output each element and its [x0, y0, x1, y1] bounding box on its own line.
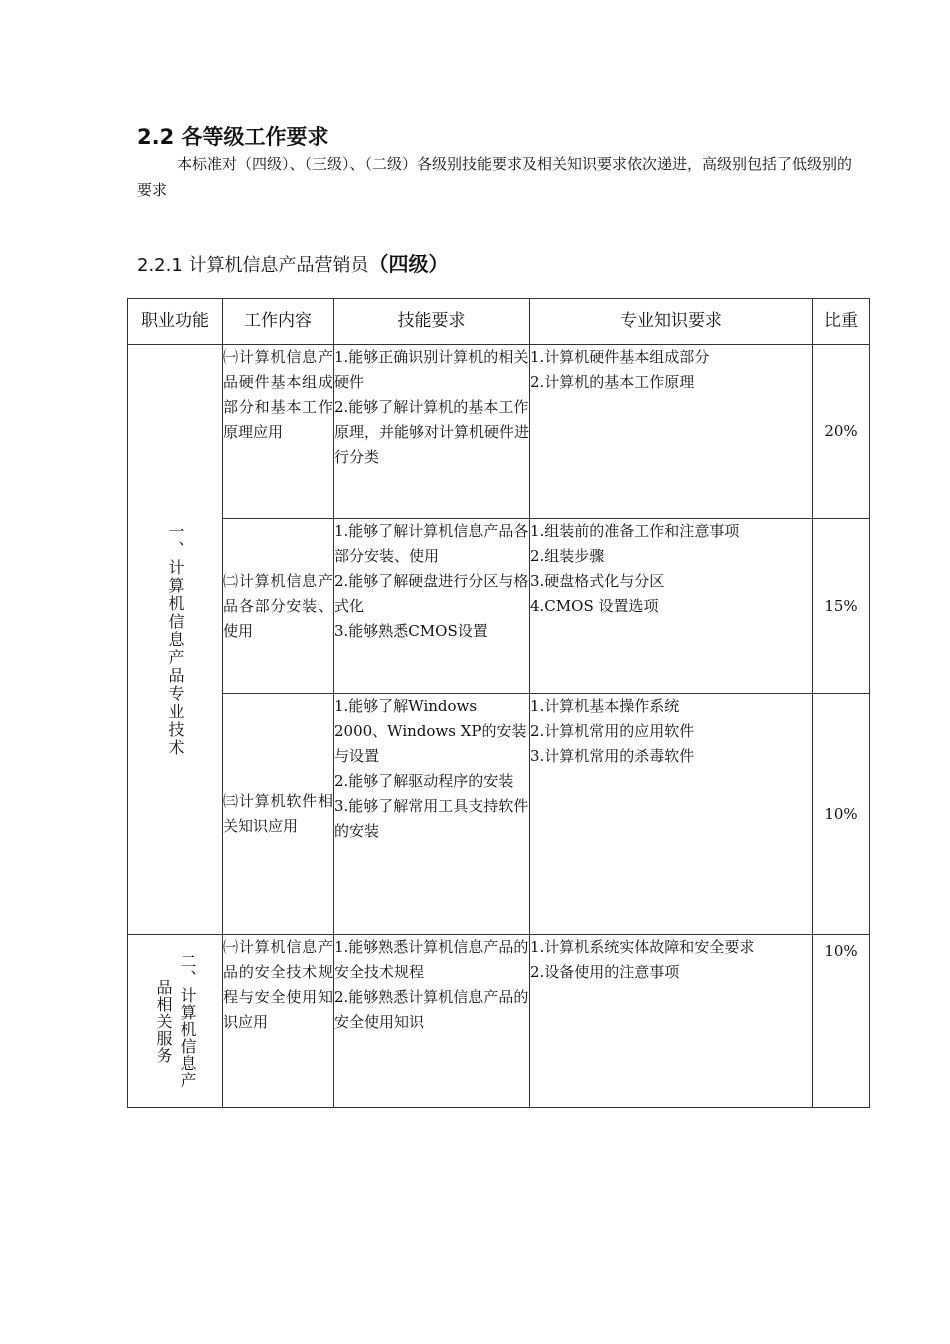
intro-paragraph: 本标准对（四级）、（三级）、（二级）各级别技能要求及相关知识要求依次递进，高级别包括了低级别的要求: [137, 155, 853, 199]
skill-item: 2.能够了解驱动程序的安装: [334, 772, 514, 790]
knowledge-item: 1.计算机系统实体故障和安全要求: [530, 938, 755, 956]
knowledge-item: 2.组装步骤: [530, 547, 605, 565]
requirements-table: [127, 298, 870, 1108]
skill-item: 2.能够了解计算机的基本工作原理，并能够对计算机硬件进行分类: [334, 398, 530, 466]
weight-cell: 10%: [813, 935, 870, 1108]
function-cell: [128, 345, 223, 935]
function-cell: [128, 935, 223, 1108]
knowledge-item: 1.计算机硬件基本组成部分: [530, 348, 710, 366]
skill-item: 1.能够了解Windows 2000、Windows XP的安装与设置: [334, 697, 527, 765]
subsection-prefix: 2.2.1 计算机信息产品营销员: [137, 255, 369, 276]
knowledge-cell: [530, 935, 813, 1108]
function-name: 二、计算机信息产品相关服务: [154, 953, 197, 1089]
skill-item: 1.能够正确识别计算机的相关硬件: [334, 348, 529, 391]
subsection-title: [137, 248, 449, 277]
table-row: [128, 694, 870, 935]
table-row: [128, 345, 870, 519]
knowledge-item: 2.计算机的基本工作原理: [530, 373, 695, 391]
content-cell: ㈢计算机软件相关知识应用: [223, 694, 334, 935]
header-knowledge: 专业知识要求: [530, 299, 813, 345]
knowledge-item: 1.计算机基本操作系统: [530, 697, 680, 715]
content-cell: ㈡计算机信息产品各部分安装、使用: [223, 519, 334, 694]
header-skills: 技能要求: [334, 299, 530, 345]
subsection-level: （四级）: [368, 252, 449, 276]
skill-item: 1.能够了解计算机信息产品各部分安装、使用: [334, 522, 529, 565]
skill-item: 2.能够了解硬盘进行分区与格式化: [334, 572, 529, 615]
header-content: 工作内容: [223, 299, 334, 345]
knowledge-item: 3.计算机常用的杀毒软件: [530, 747, 695, 765]
knowledge-cell: [530, 345, 813, 519]
knowledge-item: 3.硬盘格式化与分区: [530, 572, 665, 590]
section-title: 2.2 各等级工作要求: [137, 125, 329, 149]
skill-item: 3.能够了解常用工具支持软件的安装: [334, 797, 529, 840]
skills-cell: [334, 519, 530, 694]
table-header-row: [128, 299, 870, 345]
knowledge-item: 4.CMOS 设置选项: [530, 597, 659, 615]
weight-cell: 15%: [813, 519, 870, 694]
skill-item: 3.能够熟悉CMOS设置: [334, 622, 488, 640]
header-function: 职业功能: [128, 299, 223, 345]
weight-cell: 10%: [813, 694, 870, 935]
skill-item: 1.能够熟悉计算机信息产品的安全技术规程: [334, 938, 529, 981]
skill-item: 2.能够熟悉计算机信息产品的安全使用知识: [334, 988, 529, 1031]
table-row: [128, 519, 870, 694]
knowledge-item: 1.组装前的准备工作和注意事项: [530, 522, 740, 540]
knowledge-cell: [530, 694, 813, 935]
knowledge-item: 2.计算机常用的应用软件: [530, 722, 695, 740]
knowledge-cell: [530, 519, 813, 694]
function-name: 一、计算机信息产品专业技术: [166, 522, 185, 757]
table-row: [128, 935, 870, 1108]
weight-cell: 20%: [813, 345, 870, 519]
skills-cell: [334, 694, 530, 935]
content-cell: ㈠计算机信息产品的安全技术规程与安全使用知识应用: [223, 935, 334, 1108]
content-cell: ㈠计算机信息产品硬件基本组成部分和基本工作原理应用: [223, 345, 334, 519]
knowledge-item: 2.设备使用的注意事项: [530, 963, 680, 981]
skills-cell: [334, 345, 530, 519]
skills-cell: [334, 935, 530, 1108]
header-weight: 比重: [813, 299, 870, 345]
